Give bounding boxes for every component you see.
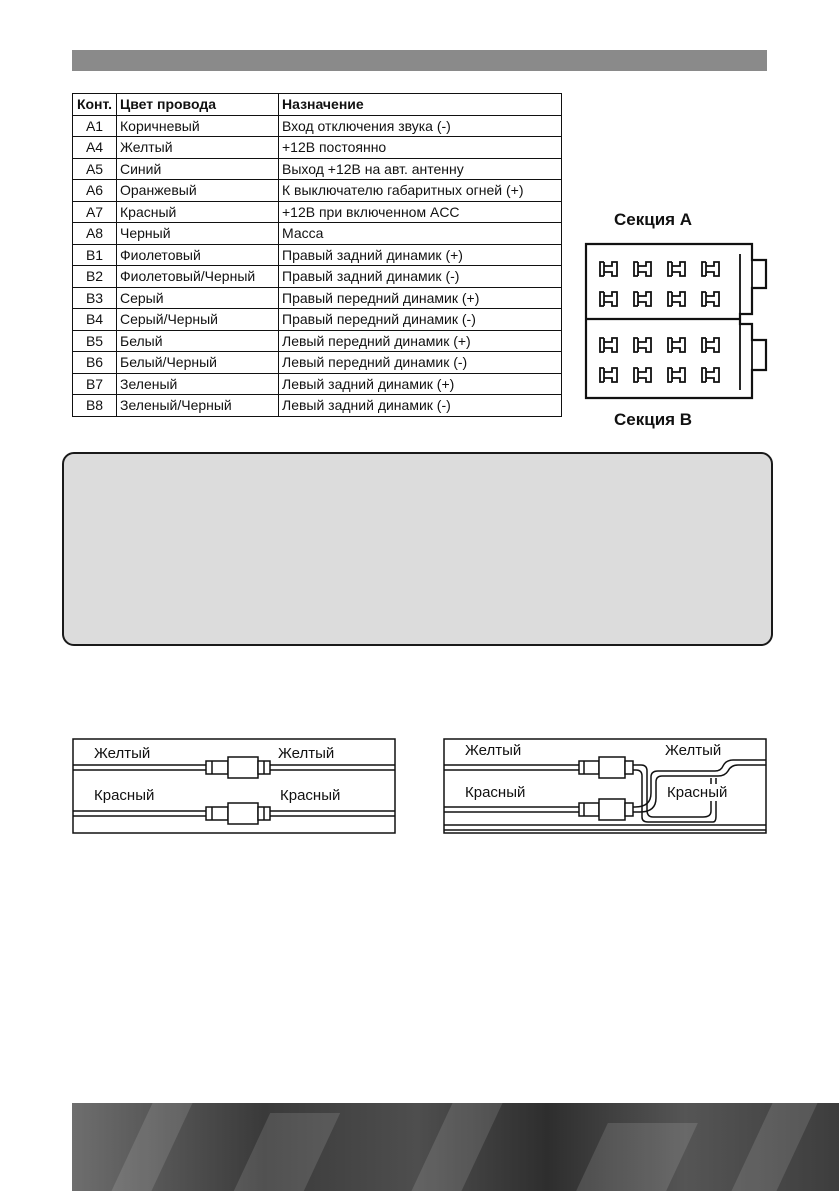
pin-cell: A5 [73, 158, 117, 180]
table-row [73, 373, 562, 395]
table-row [73, 115, 562, 137]
wire-color-cell: Коричневый [117, 115, 279, 137]
purpose-cell: Левый задний динамик (+) [279, 373, 562, 395]
pin-cell: B1 [73, 244, 117, 266]
pin-assignment-table [72, 93, 562, 417]
connector-pin [668, 262, 685, 276]
header-pin: Конт. [73, 94, 117, 116]
table-row [73, 201, 562, 223]
table-row [73, 395, 562, 417]
table-row [73, 223, 562, 245]
wire-color-cell: Желтый [117, 137, 279, 159]
wire-color-cell: Зеленый [117, 373, 279, 395]
table-row [73, 330, 562, 352]
purpose-cell: Правый передний динамик (+) [279, 287, 562, 309]
connector-pin [702, 338, 719, 352]
purpose-cell: Вход отключения звука (-) [279, 115, 562, 137]
pin-cell: A4 [73, 137, 117, 159]
section-a-label: Секция А [614, 210, 693, 229]
note-box [62, 452, 773, 646]
table-row [73, 158, 562, 180]
connector-pin [634, 262, 651, 276]
wire-label-yellow-right: Желтый [665, 742, 722, 759]
pin-cell: B5 [73, 330, 117, 352]
purpose-cell: К выключателю габаритных огней (+) [279, 180, 562, 202]
pin-cell: B8 [73, 395, 117, 417]
table-row [73, 244, 562, 266]
table-row [73, 137, 562, 159]
header-wire-color: Цвет провода [117, 94, 279, 116]
wire-color-cell: Фиолетовый/Черный [117, 266, 279, 288]
wire-color-cell: Зеленый/Черный [117, 395, 279, 417]
connector-pin [600, 368, 617, 382]
table-header-row [73, 94, 562, 116]
purpose-cell: Правый передний динамик (-) [279, 309, 562, 331]
purpose-cell: Масса [279, 223, 562, 245]
wire-label-yellow-left: Желтый [94, 745, 151, 762]
purpose-cell: Левый задний динамик (-) [279, 395, 562, 417]
table-row [73, 287, 562, 309]
connector-pin [634, 292, 651, 306]
pin-cell: B4 [73, 309, 117, 331]
pin-cell: B7 [73, 373, 117, 395]
pin-cell: A6 [73, 180, 117, 202]
pin-cell: B2 [73, 266, 117, 288]
purpose-cell: +12В постоянно [279, 137, 562, 159]
wire-label-yellow-right: Желтый [278, 745, 335, 762]
wire-color-cell: Серый [117, 287, 279, 309]
connector-pin [668, 368, 685, 382]
iso-connector-diagram [580, 240, 770, 402]
section-b-label: Секция В [614, 410, 693, 429]
wire-label-red-right: Красный [280, 787, 341, 804]
wire-color-cell: Белый/Черный [117, 352, 279, 374]
purpose-cell: Выход +12В на авт. антенну [279, 158, 562, 180]
connector-pin [668, 338, 685, 352]
header-bar [72, 50, 767, 71]
wire-label-red-left: Красный [465, 784, 526, 801]
purpose-cell: +12В при включенном ACC [279, 201, 562, 223]
table-row [73, 309, 562, 331]
header-purpose: Назначение [279, 94, 562, 116]
purpose-cell: Правый задний динамик (+) [279, 244, 562, 266]
wire-color-cell: Черный [117, 223, 279, 245]
connector-pin [600, 338, 617, 352]
connector-pin [634, 338, 651, 352]
footer-photo-band [72, 1103, 839, 1191]
pin-cell: A8 [73, 223, 117, 245]
connector-pin [702, 292, 719, 306]
wire-color-cell: Фиолетовый [117, 244, 279, 266]
table-row [73, 266, 562, 288]
purpose-cell: Правый задний динамик (-) [279, 266, 562, 288]
pin-cell: B3 [73, 287, 117, 309]
purpose-cell: Левый передний динамик (+) [279, 330, 562, 352]
wire-color-cell: Оранжевый [117, 180, 279, 202]
wiring-diagram-swapped [443, 738, 767, 839]
connector-outline [586, 244, 766, 398]
connector-pin [600, 262, 617, 276]
connector-pin [668, 292, 685, 306]
pin-cell: B6 [73, 352, 117, 374]
wiring-diagram-standard [72, 738, 396, 839]
pin-cell: A1 [73, 115, 117, 137]
wire-color-cell: Красный [117, 201, 279, 223]
wire-label-yellow-left: Желтый [465, 742, 522, 759]
connector-pin [702, 262, 719, 276]
wire-label-red-left: Красный [94, 787, 155, 804]
connector-pin [600, 292, 617, 306]
wire-color-cell: Синий [117, 158, 279, 180]
pin-cell: A7 [73, 201, 117, 223]
wire-label-red-right: Красный [667, 784, 728, 801]
wire-color-cell: Серый/Черный [117, 309, 279, 331]
connector-pin [634, 368, 651, 382]
connector-pin [702, 368, 719, 382]
purpose-cell: Левый передний динамик (-) [279, 352, 562, 374]
table-row [73, 352, 562, 374]
wire-color-cell: Белый [117, 330, 279, 352]
table-row [73, 180, 562, 202]
